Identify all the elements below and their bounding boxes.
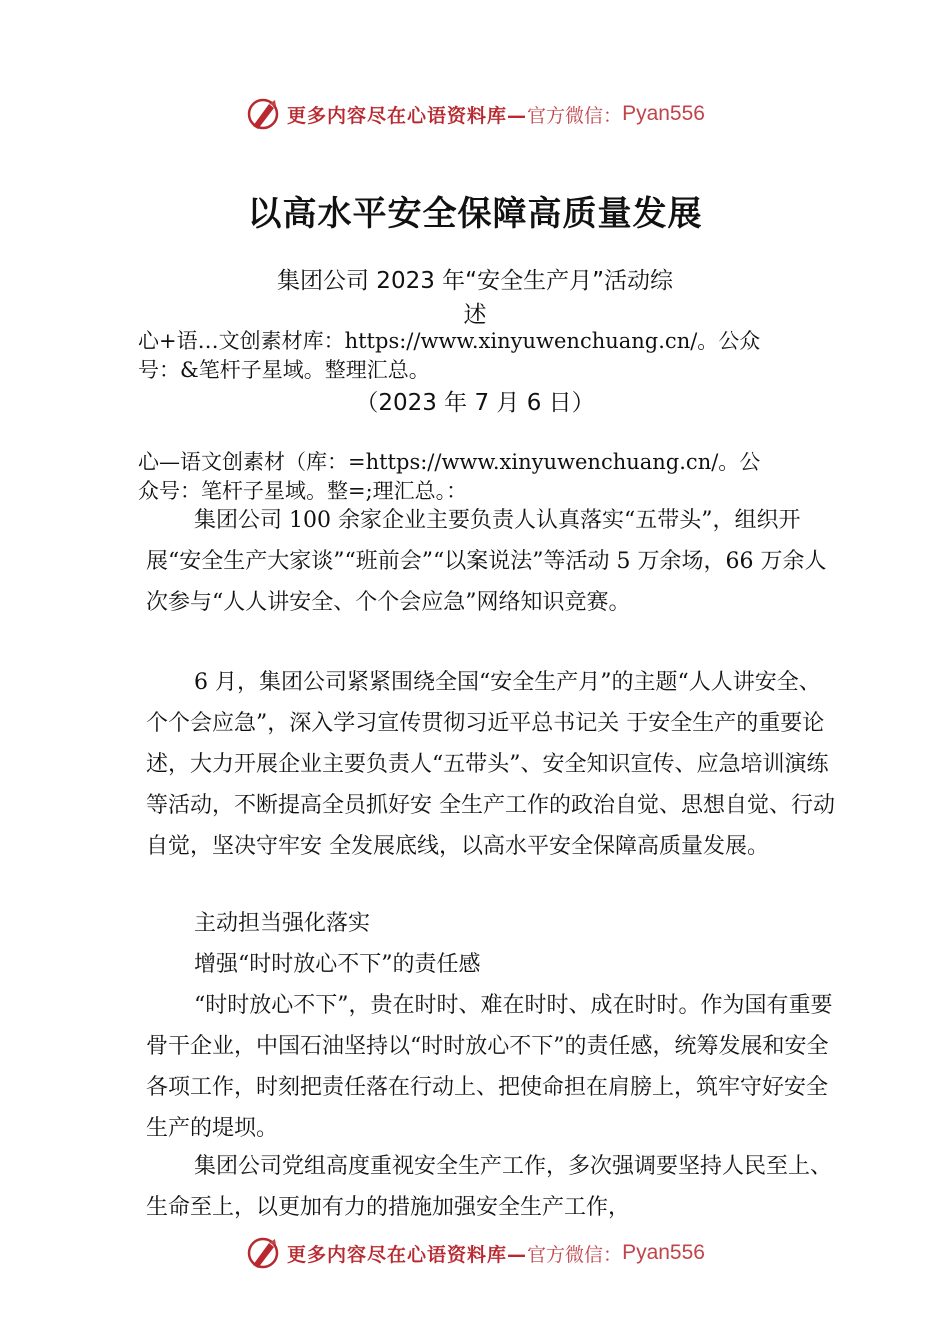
wechat-label: 官方微信： xyxy=(527,104,623,127)
wechat-label: 官方微信： xyxy=(527,1243,623,1266)
header-banner xyxy=(0,94,950,134)
subtitle-line-2: 述 xyxy=(463,302,487,328)
wechat-id: Pyan556 xyxy=(622,1241,705,1264)
sub-heading: 增强“时时放心不下”的责任感 xyxy=(194,952,481,977)
source-note-1-line-2: 号：&笔杆子星域。整理汇总。 xyxy=(138,358,430,382)
page-title: 以高水平安全保障高质量发展 xyxy=(247,194,703,234)
source-note-2-line-2: 众号：笔杆子星域。整=;理汇总。： xyxy=(138,479,468,503)
subtitle-line-1: 集团公司 2023 年“安全生产月”活动综 xyxy=(277,268,673,294)
paragraph-2: 6 月，集团公司紧紧围绕全国“安全生产月”的主题“人人讲安全、个个会应急”，深入学习宣传贯彻习近平总书记关 于安全生产的重要论述，大力开展企业主要负责人“五带头”、安全知识宣传、应急培训演练等活动，不断提高全员抓好安 全生产工作的政治自觉、思想自觉、行动自觉，坚决守牢安 全发展底线，以高水平安全保障高质量发展。 xyxy=(146,670,835,859)
paragraph-1: 集团公司 100 余家企业主要负责人认真落实“五带头”，组织开展“安全生产大家谈”“班前会”“以案说法”等活动 5 万余场，66 万余人次参与“人人讲安全、个个会应急”网络知识竞赛。 xyxy=(146,508,827,615)
footer-banner xyxy=(0,1233,950,1273)
date-line: （2023 年 7 月 6 日） xyxy=(355,390,595,416)
paragraph-4: 集团公司党组高度重视安全生产工作，多次强调要坚持人民至上、生命至上，以更加有力的措施加强安全生产工作， xyxy=(146,1154,833,1220)
section-heading: 主动担当强化落实 xyxy=(194,911,371,936)
source-note-1-line-1: 心+语…文创素材库：https://www.xinyuwenchuang.cn/。公众 xyxy=(138,329,761,353)
pen-nib-logo-icon xyxy=(245,1235,281,1271)
source-note-2-line-1: 心—语文创素材（库：=https://www.xinyuwenchuang.cn/。公 xyxy=(138,450,761,474)
pen-nib-logo-icon xyxy=(245,96,281,132)
banner-text: 更多内容尽在心语资料库— xyxy=(287,104,528,127)
wechat-id: Pyan556 xyxy=(622,102,705,125)
paragraph-3: “时时放心不下”，贵在时时、难在时时、成在时时。作为国有重要骨干企业，中国石油坚持以“时时放心不下”的责任感，统筹发展和安全各项工作，时刻把责任落在行动上、把使命担在肩膀上，筑牢守好安全生产的堤坝。 xyxy=(146,993,833,1141)
banner-text: 更多内容尽在心语资料库— xyxy=(287,1243,528,1266)
